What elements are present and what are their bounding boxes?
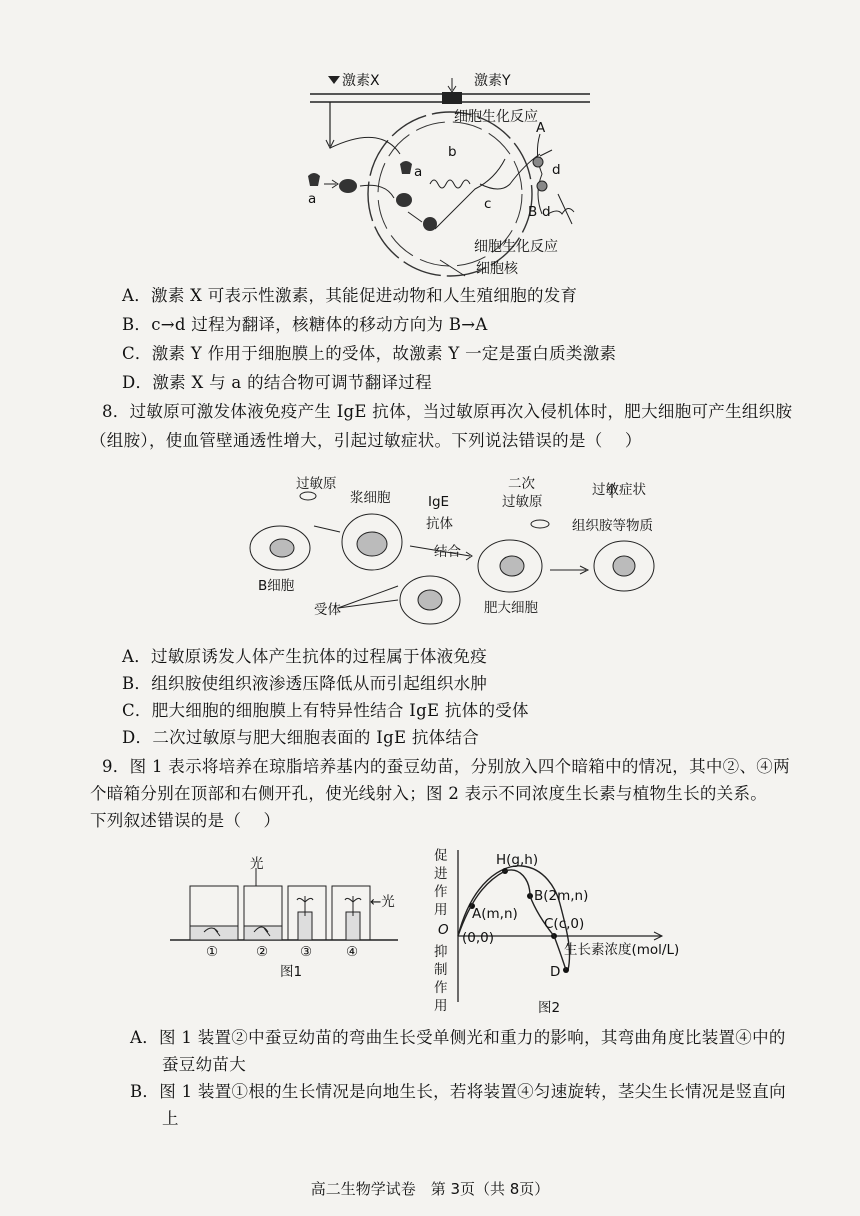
fig2-point-O: (0,0)	[462, 930, 495, 946]
ige-label-line2: 抗体	[426, 516, 453, 532]
q7-option-a: A．激素 X 可表示性激素，其能促进动物和人生殖细胞的发育	[122, 286, 578, 305]
mast-cell-label: 肥大细胞	[484, 600, 538, 616]
label-b: b	[448, 144, 457, 160]
q7-option-d: D．激素 X 与 a 的结合物可调节翻译过程	[122, 373, 432, 392]
q7-option-c: C．激素 Y 作用于细胞膜上的受体，故激素 Y 一定是蛋白质类激素	[122, 344, 617, 363]
fig2-point-B: B(2m,n)	[534, 888, 589, 904]
fig2-point-D: D	[550, 964, 561, 980]
fig2-y-up-4: 用	[434, 902, 448, 918]
figure-2-auxin-curve	[432, 842, 702, 1018]
q9-option-b-line1: B．图 1 装置①根的生长情况是向地生长，若将装置④匀速旋转，茎尖生长情况是竖直向	[130, 1082, 786, 1101]
q9-stem-line3: 下列叙述错误的是（ ）	[90, 811, 281, 830]
label-d1: d	[552, 162, 561, 178]
page-footer: 高二生物学试卷 第 3页（共 8页）	[310, 1180, 550, 1198]
label-B: B	[528, 204, 538, 220]
symptom-label: 过敏症状	[592, 482, 646, 498]
fig2-caption: 图2	[538, 1000, 561, 1016]
label-c: c	[484, 196, 492, 212]
q9-option-b-line2: 上	[162, 1109, 179, 1128]
fig1-light-right: ←光	[370, 894, 395, 910]
hormone-x-label: 激素X	[342, 73, 380, 89]
q8-stem-line1: 8．过敏原可激发体液免疫产生 IgE 抗体，当过敏原再次入侵机体时，肥大细胞可产生组织胺	[102, 402, 793, 421]
fig2-y-down-4: 用	[434, 998, 448, 1014]
label-d2: d	[542, 204, 551, 220]
q9-option-a-line1: A．图 1 装置②中蚕豆幼苗的弯曲生长受单侧光和重力的影响，其弯曲角度比装置④中的	[130, 1028, 786, 1047]
allergen-label: 过敏原	[296, 476, 337, 492]
fig2-point-H: H(g,h)	[496, 852, 539, 868]
q9-stem-line1: 9．图 1 表示将培养在琼脂培养基内的蚕豆幼苗，分别放入四个暗箱中的情况，其中②、④两	[102, 757, 790, 776]
fig1-light-top: 光	[250, 856, 264, 872]
fig2-y-down-3: 作	[434, 980, 448, 996]
reaction-bottom-label: 细胞生化反应	[474, 239, 558, 255]
fig2-y-down-2: 制	[434, 962, 448, 978]
fig2-y-up-2: 进	[434, 866, 448, 882]
q8-stem-line2: （组胺），使血管壁通透性增大，引起过敏症状。下列说法错误的是（ ）	[90, 431, 642, 450]
fig1-box-label-2: ②	[256, 944, 269, 960]
fig2-y-down-1: 抑	[434, 944, 448, 960]
fig2-y-up-3: 作	[434, 884, 448, 900]
q8-option-b: B．组织胺使组织液渗透压降低从而引起组织水肿	[122, 674, 488, 693]
reaction-top-label: 细胞生化反应	[454, 109, 538, 125]
fig2-y-up-1: 促	[434, 848, 448, 864]
second-allergen-line2: 过敏原	[502, 494, 543, 510]
figure-q7-hormone-signaling	[290, 64, 620, 284]
receptor-label: 受体	[314, 602, 341, 618]
fig2-xlabel: 生长素浓度(mol/L)	[564, 942, 680, 958]
nucleus-label: 细胞核	[476, 261, 518, 277]
q7-option-b: B．c→d 过程为翻译，核糖体的移动方向为 B→A	[122, 315, 488, 334]
figure-1-dark-boxes	[170, 856, 410, 986]
fig2-point-A: A(m,n)	[472, 906, 518, 922]
fig1-box-label-3: ③	[300, 944, 313, 960]
fig1-box-label-4: ④	[346, 944, 359, 960]
ige-label-line1: IgE	[428, 494, 450, 510]
fig2-origin: O	[438, 922, 449, 938]
q8-option-a: A．过敏原诱发人体产生抗体的过程属于体液免疫	[122, 647, 488, 666]
bind-label: 结合	[434, 544, 461, 560]
plasma-cell-label: 浆细胞	[350, 490, 391, 506]
fig1-caption: 图1	[280, 964, 303, 980]
histamine-label: 组织胺等物质	[572, 518, 653, 534]
q9-stem-line2: 个暗箱分别在顶部和右侧开孔，使光线射入；图 2 表示不同浓度生长素与植物生长的关系。	[90, 784, 768, 803]
fig2-point-C: C(c,0)	[544, 916, 585, 932]
q9-option-a-line2: 蚕豆幼苗大	[162, 1055, 246, 1074]
hormone-y-label: 激素Y	[474, 73, 511, 89]
q8-option-c: C．肥大细胞的细胞膜上有特异性结合 IgE 抗体的受体	[122, 701, 529, 720]
second-allergen-line1: 二次	[508, 476, 535, 492]
label-a2: a	[414, 164, 423, 180]
hormone-diagram	[290, 64, 620, 284]
label-A: A	[536, 120, 546, 136]
fig1-box-label-1: ①	[206, 944, 219, 960]
label-a1: a	[308, 191, 317, 207]
figure-q8-allergy	[240, 466, 680, 642]
b-cell-label: B细胞	[258, 578, 295, 594]
q8-option-d: D．二次过敏原与肥大细胞表面的 IgE 抗体结合	[122, 728, 480, 747]
